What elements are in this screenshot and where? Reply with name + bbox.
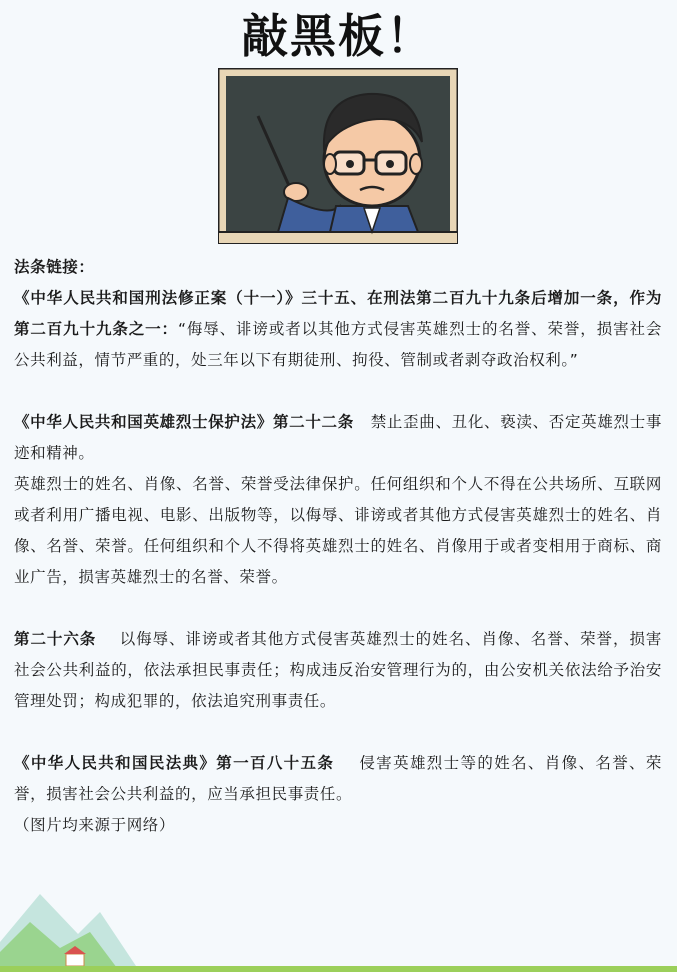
law-item-heroes-protection-para: 英雄烈士的姓名、肖像、名誉、荣誉受法律保护。任何组织和个人不得在公共场所、互联网或者利用广播电视、电影、出版物等，以侮辱、诽谤或者其他方式侵害英雄烈士的姓名、肖像、名誉、荣誉。任何组织和个人不得将英雄烈士的姓名、肖像用于或者变相用于商标、商业广告，损害英雄烈士的名誉、荣誉。 [14,475,662,586]
law-heading: 《中华人民共和国刑法修正案（十一）》三十五、在刑法第二百九十九条后增加一条，作为第二百九十九条之一： [14,289,662,338]
law-item-civil-code [14,748,662,810]
law-body: 以侮辱、诽谤或者其他方式侵害英雄烈士的姓名、肖像、名誉、荣誉，损害社会公共利益的，依法承担民事责任；构成违反治安管理行为的，由公安机关依法给予治安管理处罚；构成犯罪的，依法追究刑事责任。 [14,630,662,710]
law-body: 禁止歪曲、丑化、亵渎、否定英雄烈士事迹和精神。 [14,413,662,462]
law-item-heroes-protection [14,407,662,469]
banner-illustration [218,0,458,246]
law-item-article-26 [14,624,662,717]
law-body: “侮辱、诽谤或者以其他方式侵害英雄烈士的名誉、荣誉，损害社会公共利益，情节严重的，处三年以下有期徒刑、拘役、管制或者剥夺政治权利。” [14,320,662,369]
law-body: 侵害英雄烈士等的姓名、肖像、名誉、荣誉，损害社会公共利益的，应当承担民事责任。 [14,754,662,803]
law-item-criminal-amendment [14,283,662,376]
banner-title: 敲黑板！ [242,9,434,63]
image-source-caption: （图片均来源于网络） [14,816,176,834]
law-heading: 第二十六条 [14,630,97,648]
law-heading: 《中华人民共和国英雄烈士保护法》第二十二条 [14,413,354,431]
footer-decoration [0,882,677,972]
teacher-illustration [218,68,458,244]
section-label: 法条链接： [14,258,95,276]
article-content [14,252,662,841]
law-heading: 《中华人民共和国民法典》第一百八十五条 [14,754,335,772]
